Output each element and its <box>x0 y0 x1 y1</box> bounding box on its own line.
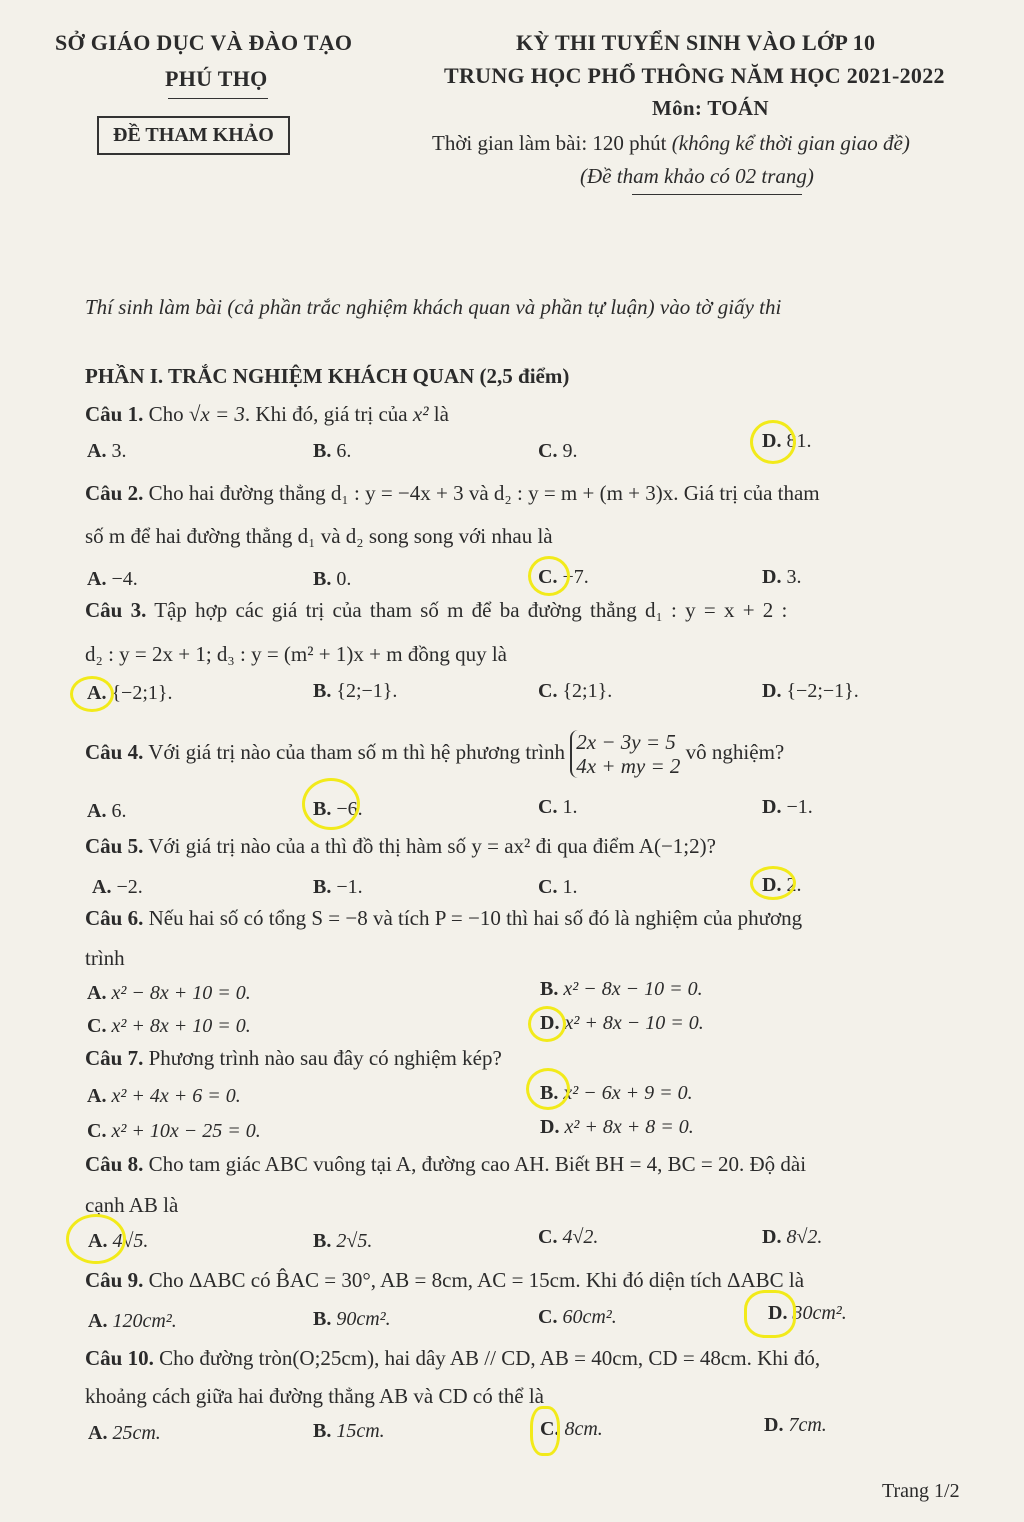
answer-circle-q7 <box>526 1068 570 1110</box>
answer-circle-q5 <box>750 866 796 900</box>
answer-circle-q4 <box>302 778 360 830</box>
answer-circle-q6 <box>528 1006 566 1042</box>
header-rule-right <box>632 194 802 195</box>
answer-circle-q9 <box>744 1290 796 1338</box>
q8-option-a: A. 4√5. <box>88 1230 149 1252</box>
q9-option-d: D. 30cm². <box>768 1302 847 1324</box>
q5-option-c: C. 1. <box>538 876 578 898</box>
question-5: Câu 5. Với giá trị nào của a thì đồ thị hàm số y = ax² đi qua điểm A(−1;2)? <box>85 834 716 858</box>
exam-time: Thời gian làm bài: 120 phút (không kể thời gian giao đề) <box>432 131 910 155</box>
q2-option-b: B. 0. <box>313 568 352 590</box>
q5-option-a: A. −2. <box>92 876 143 898</box>
q7-option-c: C. x² + 10x − 25 = 0. <box>87 1120 261 1142</box>
q5-option-b: B. −1. <box>313 876 363 898</box>
q1-option-b: B. 6. <box>313 440 352 462</box>
question-10-line2: khoảng cách giữa hai đường thẳng AB và CD có thể là <box>85 1384 545 1408</box>
q6-option-c: C. x² + 8x + 10 = 0. <box>87 1015 251 1037</box>
q3-option-c: C. {2;1}. <box>538 680 613 702</box>
q2-option-c: C. −7. <box>538 566 589 588</box>
question-6-line2: trình <box>85 946 125 970</box>
question-7: Câu 7. Phương trình nào sau đây có nghiệm kép? <box>85 1046 502 1070</box>
q9-option-b: B. 90cm². <box>313 1308 391 1330</box>
q10-option-d: D. 7cm. <box>764 1414 827 1436</box>
q6-option-d: D. x² + 8x − 10 = 0. <box>540 1012 704 1034</box>
header-rule-left <box>168 98 268 99</box>
question-8: Câu 8. Cho tam giác ABC vuông tại A, đường cao AH. Biết BH = 4, BC = 20. Độ dài <box>85 1152 807 1176</box>
answer-circle-q2 <box>528 556 570 596</box>
q10-option-c: C. 8cm. <box>540 1418 603 1440</box>
question-9: Câu 9. Cho ΔABC có B̂AC = 30°, AB = 8cm, AC = 15cm. Khi đó diện tích ΔABC là <box>85 1268 805 1292</box>
q8-option-d: D. 8√2. <box>762 1226 823 1248</box>
q7-option-d: D. x² + 8x + 8 = 0. <box>540 1116 694 1138</box>
question-2: Câu 2. Cho hai đường thẳng d₁ : y = −4x + 3 và d₂ : y = m + (m + 3)x. Giá trị của tham <box>85 481 820 505</box>
answer-circle-q3 <box>70 676 114 712</box>
q8-option-b: B. 2√5. <box>313 1230 373 1252</box>
province-name: PHÚ THỌ <box>165 66 268 91</box>
q10-option-b: B. 15cm. <box>313 1420 385 1442</box>
q2-option-a: A. −4. <box>87 568 138 590</box>
section-title: PHẦN I. TRẮC NGHIỆM KHÁCH QUAN (2,5 điểm) <box>85 364 570 388</box>
question-8-line2: cạnh AB là <box>85 1193 179 1217</box>
q10-option-a: A. 25cm. <box>88 1422 161 1444</box>
question-10: Câu 10. Cho đường tròn(O;25cm), hai dây AB // CD, AB = 40cm, CD = 48cm. Khi đó, <box>85 1346 821 1370</box>
q3-option-a: A. {−2;1}. <box>87 682 173 704</box>
q7-option-a: A. x² + 4x + 6 = 0. <box>87 1085 241 1107</box>
reference-exam-box: ĐỀ THAM KHẢO <box>97 116 290 155</box>
question-3-line2: d₂ : y = 2x + 1; d₃ : y = (m² + 1)x + m đồng quy là <box>85 642 507 666</box>
answer-circle-q8 <box>66 1214 126 1264</box>
pages-note: (Đề tham khảo có 02 trang) <box>580 164 814 188</box>
question-4: Câu 4. Với giá trị nào của tham số m thì hệ phương trình 2x − 3y = 5 4x + my = 2 vô nghiệm? <box>85 730 785 778</box>
subject: Môn: TOÁN <box>652 96 769 120</box>
q1-option-a: A. 3. <box>87 440 127 462</box>
question-1: Câu 1. Cho √x = 3. Khi đó, giá trị của x² là <box>85 402 449 426</box>
answer-circle-q1 <box>750 420 796 464</box>
q6-option-b: B. x² − 8x − 10 = 0. <box>540 978 703 1000</box>
q4-option-b: B. −6. <box>313 798 363 820</box>
q9-option-a: A. 120cm². <box>88 1310 177 1332</box>
q7-option-b: B. x² − 6x + 9 = 0. <box>540 1082 693 1104</box>
instruction: Thí sinh làm bài (cả phần trắc nghiệm khách quan và phần tự luận) vào tờ giấy thi <box>85 295 782 319</box>
q8-option-c: C. 4√2. <box>538 1226 599 1248</box>
department-name: SỞ GIÁO DỤC VÀ ĐÀO TẠO <box>55 30 353 55</box>
question-3: Câu 3. Tập hợp các giá trị của tham số m để ba đường thẳng d₁ : y = x + 2 : <box>85 598 788 622</box>
q4-option-d: D. −1. <box>762 796 813 818</box>
page-number: Trang 1/2 <box>882 1480 960 1502</box>
question-6: Câu 6. Nếu hai số có tổng S = −8 và tích P = −10 thì hai số đó là nghiệm của phương <box>85 906 803 930</box>
q3-option-d: D. {−2;−1}. <box>762 680 859 702</box>
q1-option-d: D. 81. <box>762 430 812 452</box>
question-2-line2: số m để hai đường thẳng d₁ và d₂ song song với nhau là <box>85 524 553 548</box>
school-year: TRUNG HỌC PHỔ THÔNG NĂM HỌC 2021-2022 <box>444 63 945 88</box>
q5-option-d: D. 2. <box>762 874 802 896</box>
q1-option-c: C. 9. <box>538 440 578 462</box>
q2-option-d: D. 3. <box>762 566 802 588</box>
answer-circle-q10 <box>530 1406 560 1456</box>
q9-option-c: C. 60cm². <box>538 1306 617 1328</box>
q6-option-a: A. x² − 8x + 10 = 0. <box>87 982 251 1004</box>
equation-system: 2x − 3y = 5 4x + my = 2 <box>570 730 680 778</box>
q4-option-a: A. 6. <box>87 800 127 822</box>
q4-option-c: C. 1. <box>538 796 578 818</box>
exam-title: KỲ THI TUYỂN SINH VÀO LỚP 10 <box>516 30 876 55</box>
q3-option-b: B. {2;−1}. <box>313 680 398 702</box>
